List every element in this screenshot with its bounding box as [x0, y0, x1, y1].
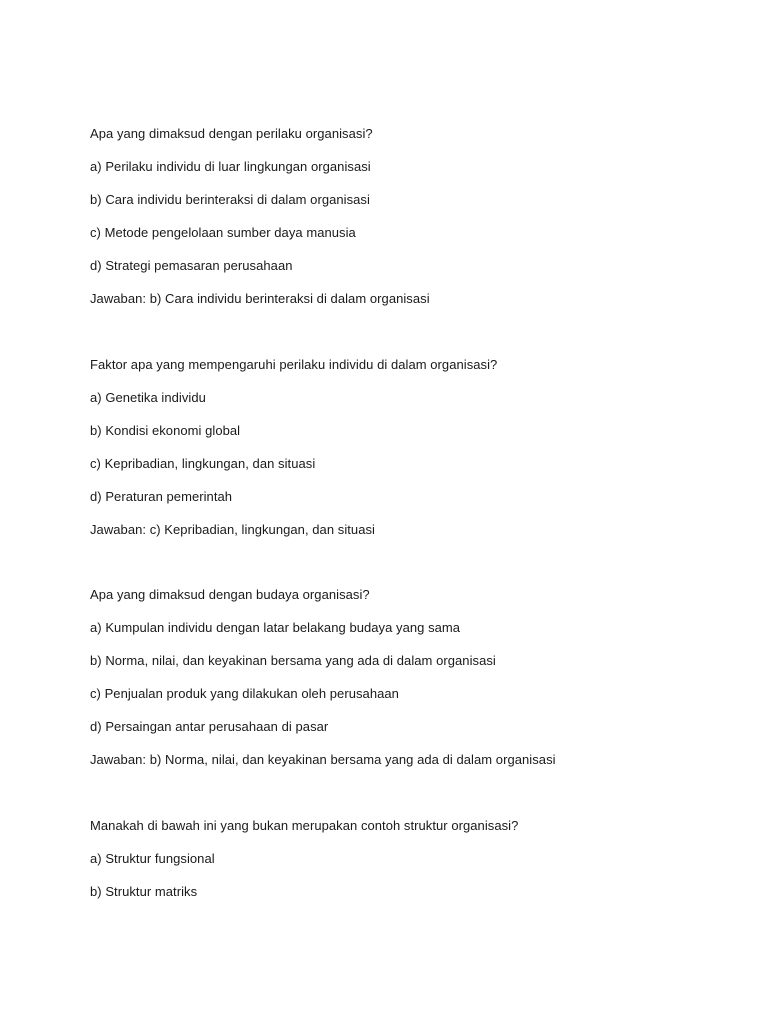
question-block-2 [90, 357, 730, 538]
option-d: d) Strategi pemasaran perusahaan [90, 258, 293, 273]
question-text: Apa yang dimaksud dengan budaya organisasi? [90, 587, 370, 602]
option-c: c) Penjualan produk yang dilakukan oleh perusahaan [90, 686, 399, 701]
question-text: Faktor apa yang mempengaruhi perilaku individu di dalam organisasi? [90, 357, 498, 372]
option-a: a) Genetika individu [90, 390, 206, 405]
option-d: d) Peraturan pemerintah [90, 489, 233, 504]
question-text: Apa yang dimaksud dengan perilaku organisasi? [90, 126, 373, 141]
option-b: b) Kondisi ekonomi global [90, 423, 241, 438]
option-c: c) Kepribadian, lingkungan, dan situasi [90, 456, 316, 471]
question-text: Manakah di bawah ini yang bukan merupakan contoh struktur organisasi? [90, 818, 519, 833]
question-block-4 [90, 818, 730, 900]
answer-text: Jawaban: b) Cara individu berinteraksi di dalam organisasi [90, 291, 430, 306]
option-b: b) Struktur matriks [90, 884, 198, 899]
answer-text: Jawaban: b) Norma, nilai, dan keyakinan bersama yang ada di dalam organisasi [90, 752, 556, 767]
option-a: a) Struktur fungsional [90, 851, 215, 866]
option-d: d) Persaingan antar perusahaan di pasar [90, 719, 329, 734]
answer-text: Jawaban: c) Kepribadian, lingkungan, dan situasi [90, 522, 375, 537]
option-a: a) Perilaku individu di luar lingkungan organisasi [90, 159, 371, 174]
option-c: c) Metode pengelolaan sumber daya manusia [90, 225, 356, 240]
option-b: b) Norma, nilai, dan keyakinan bersama yang ada di dalam organisasi [90, 653, 496, 668]
option-a: a) Kumpulan individu dengan latar belakang budaya yang sama [90, 620, 461, 635]
question-block-1 [90, 126, 730, 307]
option-b: b) Cara individu berinteraksi di dalam organisasi [90, 192, 370, 207]
question-block-3 [90, 587, 730, 768]
